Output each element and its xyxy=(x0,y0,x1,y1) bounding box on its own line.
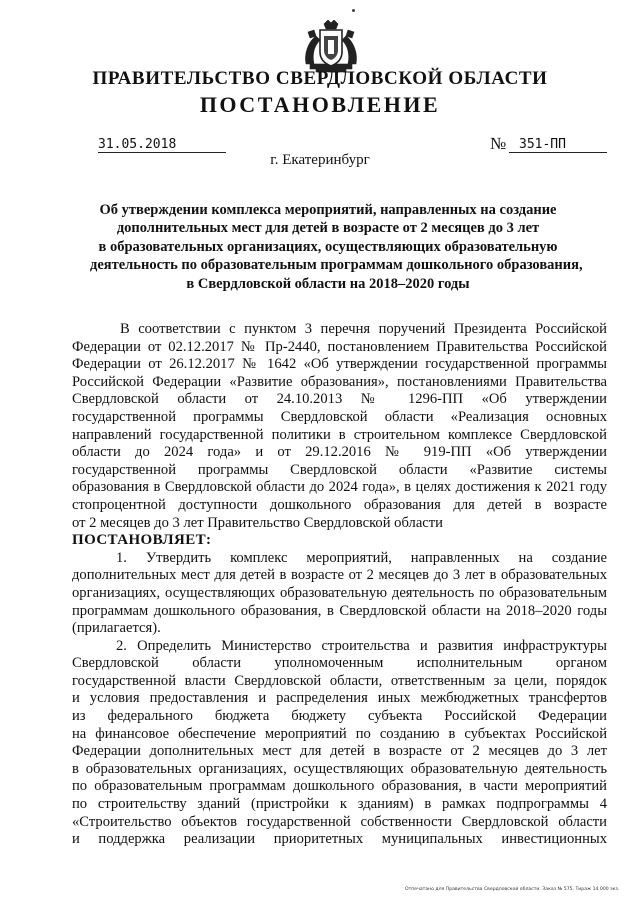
item1-line: 1. Утвердить комплекс мероприятий, направленных на создание xyxy=(116,549,607,566)
item2-line: Федерации дополнительных мест для детей в возрасте от 2 месяцев до 3 лет xyxy=(72,743,607,760)
item1-line: дополнительных мест для детей в возрасте от 2 месяцев до 3 лет в образовательных xyxy=(72,567,607,584)
title-line: Об утверждении комплекса мероприятий, направленных на создание xyxy=(99,202,557,218)
scan-speck xyxy=(352,9,355,12)
document-body xyxy=(72,321,607,849)
document-title xyxy=(90,201,583,293)
title-line: в образовательных организациях, осуществляющих образовательную xyxy=(98,238,558,255)
item2-line: из федерального бюджета бюджету субъекта Российской Федерации xyxy=(72,708,607,725)
document-number: 351-ПП xyxy=(509,137,607,153)
item2-line: «Строительство объектов государственной собственности Свердловской области xyxy=(72,813,607,830)
item1-line: (прилагается). xyxy=(72,620,161,637)
item2-line: и поддержка реализации приоритетных муниципальных инвестиционных xyxy=(72,831,607,848)
preamble-line: Свердловской области от 24.10.2013 № 1296-ПП «Об утверждении xyxy=(72,391,607,408)
title-line: в Свердловской области на 2018–2020 годы xyxy=(186,275,470,292)
preamble-line: от 2 месяцев до 3 лет Правительство Свердловской области xyxy=(72,514,443,531)
preamble-line: стопроцентной доступности дошкольного образования для детей в возрасте xyxy=(72,496,607,513)
government-name: ПРАВИТЕЛЬСТВО СВЕРДЛОВСКОЙ ОБЛАСТИ xyxy=(92,68,548,89)
preamble-line: В соответствии с пунктом 3 перечня поручений Президента Российской xyxy=(120,321,607,337)
item2-line: в образовательных организациях, осуществляющих образовательную деятельность xyxy=(72,760,607,777)
document-date xyxy=(98,137,226,153)
coat-of-arms-icon xyxy=(302,20,360,74)
preamble-line: Российской Федерации «Развитие образования», постановлениями Правительства xyxy=(72,373,607,390)
preamble-line: образования в Свердловской области до 2024 года», в целях достижения к 2021 году xyxy=(72,479,607,496)
resolves-heading: ПОСТАНОВЛЯЕТ: xyxy=(72,532,212,549)
print-footer: Отпечатано для Правительства Свердловской области. Заказ № 575. Тираж 14 000 экз. xyxy=(405,887,620,892)
item2-line: 2. Определить Министерство строительства и развития инфраструктуры xyxy=(116,637,607,654)
preamble-line: направлений государственной политики в строительном комплексе Свердловской xyxy=(72,426,607,443)
preamble-line: государственной программы Свердловской области «Реализация основных xyxy=(72,408,607,425)
item2-line: по образовательным программам дошкольного образования, в части мероприятий xyxy=(72,778,607,795)
preamble-line: государственной программы Свердловской области «Развитие системы xyxy=(72,461,607,478)
preamble-line: области до 2024 года» и от 29.12.2016 № 919-ПП «Об утверждении xyxy=(72,444,607,461)
item2-line: по строительству зданий (пристройки к зданиям) в рамках подпрограммы 4 xyxy=(72,796,607,813)
date-value: 31.05.2018 xyxy=(98,137,177,152)
preamble-line: Федерации от 02.12.2017 № Пр-2440, постановлением Правительства Российской xyxy=(72,338,607,355)
title-line: дополнительных мест для детей в возрасте от 2 месяцев до 3 лет xyxy=(116,220,540,237)
item2-line: Свердловской области уполномоченным исполнительным органом xyxy=(72,655,607,672)
document-type: ПОСТАНОВЛЕНИЕ xyxy=(199,92,441,117)
city: г. Екатеринбург xyxy=(270,152,370,168)
title-line: деятельность по образовательным программам дошкольного образования, xyxy=(90,257,583,274)
item1-line: программам дошкольного образования, в Свердловской области на 2018–2020 годы xyxy=(72,602,607,619)
number-label: № xyxy=(490,134,507,153)
item2-line: на финансовое обеспечение мероприятий по созданию в субъектах Российской xyxy=(72,725,607,742)
preamble-line: Федерации от 26.12.2017 № 1642 «Об утверждении государственной программы xyxy=(72,356,607,373)
item2-line: и условия предоставления и распределения иных межбюджетных трансфертов xyxy=(72,690,607,707)
item2-line: государственной власти Свердловской области, ответственным за цели, порядок xyxy=(72,672,607,689)
item1-line: организациях, осуществляющих образовательную деятельность по образовательным xyxy=(72,584,607,601)
